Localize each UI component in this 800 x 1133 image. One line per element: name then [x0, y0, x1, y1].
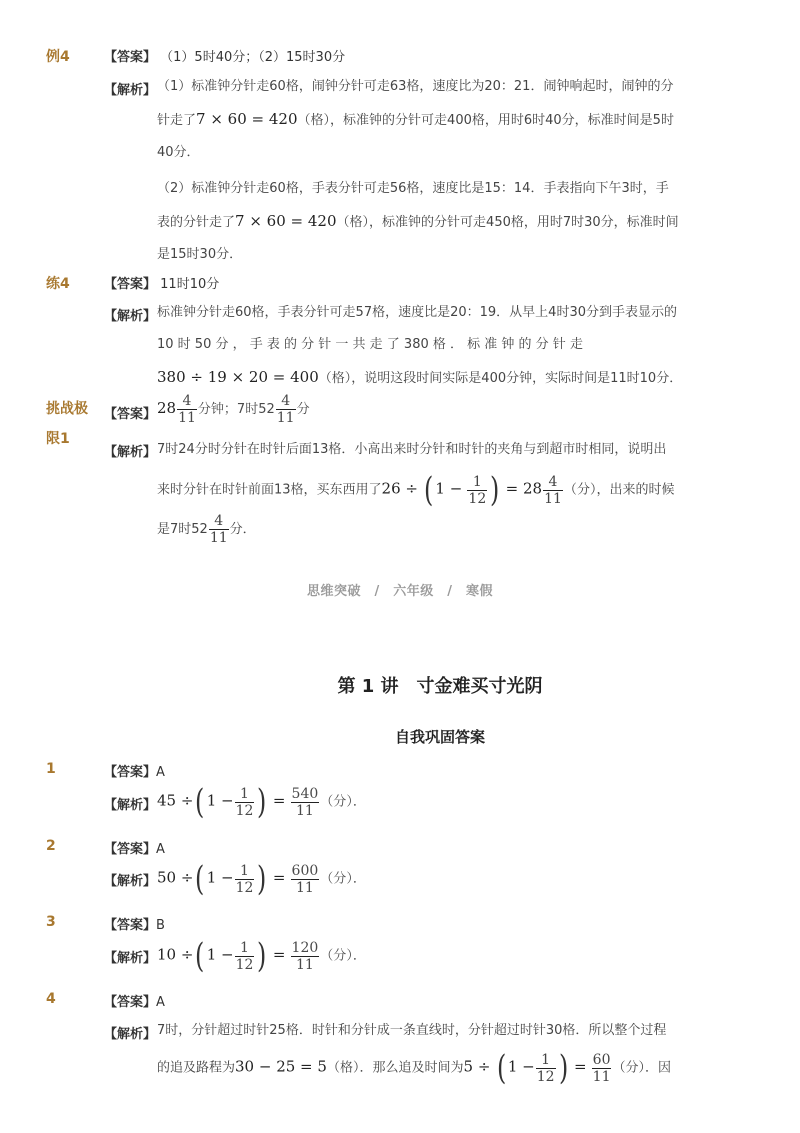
practice-4-number: 练4	[46, 276, 70, 292]
answer-row: 【答案】A	[104, 765, 165, 780]
answer-row	[104, 273, 219, 292]
analysis-label: 【解析】	[104, 445, 157, 460]
question-1-analysis: 45 ÷( 1 − $\frac{1}{12}$ ) = $\frac{540}{11}$ （分）．	[157, 782, 366, 822]
fraction: $\frac{600}{11}$	[291, 862, 319, 896]
answer-text: （1）5时40分；（2）15时30分	[160, 50, 346, 65]
answer-row: 【答案】A	[104, 842, 165, 857]
fraction: $\frac{1}{12}$	[468, 473, 487, 507]
fraction: $\frac{4}{11}$	[209, 513, 228, 546]
answer-row: 【答案】B	[104, 918, 165, 933]
fraction: $\frac{540}{11}$	[291, 785, 319, 819]
fraction: $\frac{4}{11}$	[178, 393, 196, 426]
analysis-line: 的追及路程为30 − 25 = 5（格）．那么追及时间为5 ÷ ( 1 − $\frac{1}{12}$ ) = $\frac{60}{11}$ （分）．因	[157, 1048, 672, 1088]
example-4-number: 例4	[46, 49, 70, 65]
analysis-line: 7时24分时分针在时针后面13格．小高出来时分针和时针的夹角与到超市时相同，说明出	[157, 442, 667, 457]
answer-label: 【答案】	[104, 407, 157, 422]
fraction: $\frac{1}{12}$	[235, 862, 254, 896]
fraction: $\frac{4}{11}$	[276, 393, 295, 426]
fraction: $\frac{1}{12}$	[235, 785, 254, 819]
analysis-line: 来时分针在时针前面13格，买东西用了26 ÷ ( 1 − $\frac{1}{12}$ ) = 28 $\frac{4}{11}$ （分），出来的时候	[157, 470, 675, 510]
lecture-title: 第 1 讲 寸金难买寸光阴	[337, 676, 543, 697]
analysis-label: 【解析】	[104, 874, 157, 889]
answer-text: 11时10分	[160, 277, 220, 292]
practice-4-analysis	[157, 297, 713, 395]
analysis-line: 40分．	[157, 145, 200, 160]
analysis-label: 【解析】	[104, 798, 157, 813]
question-4-analysis	[157, 1015, 713, 1087]
page-footer: 思维突破 / 六年级 / 寒假	[307, 584, 493, 599]
answer-label: 【答案】	[104, 277, 157, 292]
analysis-line: 是15时30分．	[157, 247, 243, 262]
challenge-1-analysis	[157, 433, 713, 547]
question-3-analysis: 10 ÷( 1 − $\frac{1}{12}$ ) = $\frac{120}{11}$ （分）．	[157, 936, 366, 976]
analysis-line: （1）标准钟分针走60格，闹钟分针可走63格，速度比为20：21．闹钟响起时，闹钟的分	[157, 79, 674, 94]
section-title: 自我巩固答案	[394, 728, 485, 746]
analysis-label: 【解析】	[104, 1027, 157, 1042]
analysis-line: 是7时52 $\frac{4}{11}$ 分．	[157, 513, 256, 546]
fraction: $\frac{60}{11}$	[592, 1051, 611, 1085]
analysis-label: 【解析】	[104, 83, 157, 98]
question-2-analysis: 50 ÷( 1 − $\frac{1}{12}$ ) = $\frac{600}{11}$ （分）．	[157, 859, 366, 899]
analysis-line: 针走了7 × 60 = 420（格），标准钟的分针可走400格，用时6时40分，标准时间是5时	[157, 110, 674, 128]
challenge-1-number: 挑战极 限1	[46, 401, 88, 447]
analysis-label: 【解析】	[104, 951, 157, 966]
fraction: $\frac{1}{12}$	[536, 1051, 555, 1085]
answer-label: 【答案】	[104, 50, 157, 65]
analysis-line: （2）标准钟分针走60格，手表分针可走56格，速度比是15：14．手表指向下午3时，手	[157, 181, 669, 196]
analysis-label: 【解析】	[104, 309, 157, 324]
analysis-line: 10 时 50 分 ， 手 表 的 分 针 一 共 走 了 380 格 ． 标 准 钟 的 分 针 走	[157, 337, 583, 352]
fraction: $\frac{1}{12}$	[235, 939, 254, 973]
fraction: $\frac{4}{11}$	[544, 473, 562, 507]
question-number: 2	[46, 838, 56, 854]
analysis-line: 表的分针走了7 × 60 = 420（格），标准钟的分针可走450格，用时7时30分，标准时间	[157, 212, 679, 230]
fraction: $\frac{120}{11}$	[291, 939, 319, 973]
analysis-line: 标准钟分针走60格，手表分针可走57格，速度比是20：19．从早上4时30分到手表显示的	[157, 305, 677, 320]
analysis-line: 7时，分针超过时针25格．时针和分针成一条直线时，分针超过时针30格．所以整个过程	[157, 1023, 667, 1038]
question-number: 3	[46, 914, 56, 930]
question-number: 4	[46, 991, 56, 1007]
example-4-analysis	[157, 71, 713, 271]
answer-row	[104, 46, 345, 65]
analysis-line: 380 ÷ 19 × 20 = 400（格），说明这段时间实际是400分钟，实际时间是11时10分．	[157, 368, 683, 386]
challenge-1-answer: 28 $\frac{4}{11}$ 分钟；7时52 $\frac{4}{11}$ 分	[157, 393, 310, 426]
question-number: 1	[46, 761, 56, 777]
answer-row: 【答案】A	[104, 995, 165, 1010]
